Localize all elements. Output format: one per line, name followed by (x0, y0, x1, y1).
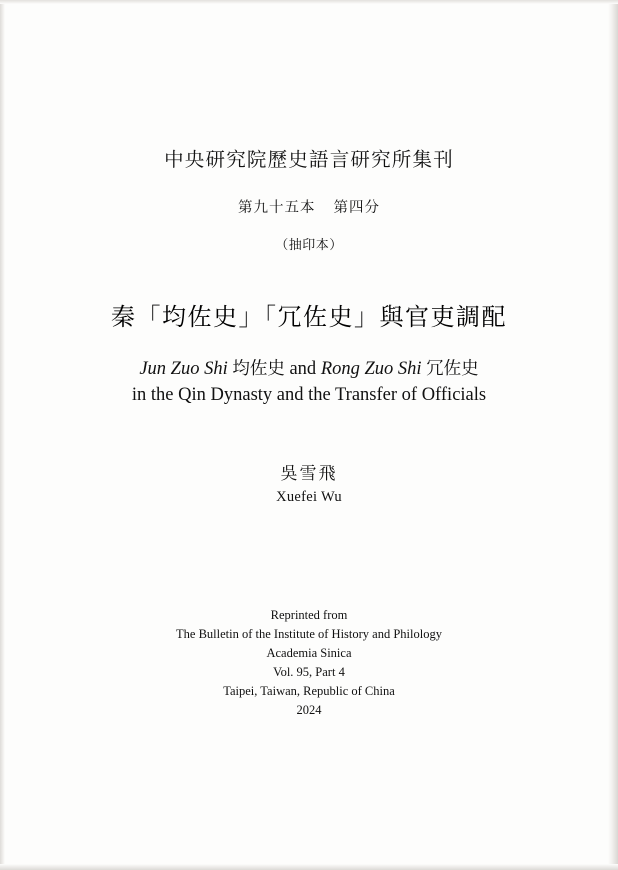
title-romanization-jun-zuo-shi: Jun Zuo Shi (139, 359, 233, 379)
title-cjk-jun-zuo-shi: 均佐史 (232, 359, 285, 379)
journal-title: 中央研究院歷史語言研究所集刊 (164, 148, 454, 171)
title-cjk-rong-zuo-shi: 冗佐史 (426, 359, 479, 379)
volume-number: 第九十五本 (238, 200, 316, 216)
title-romanization-rong-zuo-shi: Rong Zuo Shi (320, 359, 427, 379)
article-title-english-line2: in the Qin Dynasty and the Transfer of Officials (131, 385, 487, 406)
page-edge-bottom (0, 864, 618, 870)
imprint-line: The Bulletin of the Institute of History and Philology (176, 626, 442, 641)
article-title-english-line1 (0, 356, 618, 382)
issue-number: 第四分 (333, 200, 380, 216)
article-title-english (0, 356, 618, 409)
author-name-chinese: 吳雪飛 (280, 463, 338, 484)
imprint-line: 2024 (296, 703, 322, 718)
imprint-line: Taipei, Taiwan, Republic of China (223, 684, 395, 699)
imprint-line: Academia Sinica (266, 645, 352, 660)
title-conjunction: and (284, 359, 321, 379)
imprint-block (0, 606, 618, 721)
article-title-chinese: 秦「均佐史」「冗佐史」與官吏調配 (111, 303, 507, 331)
imprint-line: Reprinted from (270, 607, 348, 622)
imprint-line: Vol. 95, Part 4 (273, 664, 345, 679)
offprint-label: （抽印本） (275, 238, 343, 253)
author-name-english: Xuefei Wu (276, 488, 342, 505)
volume-issue-line (0, 196, 618, 217)
